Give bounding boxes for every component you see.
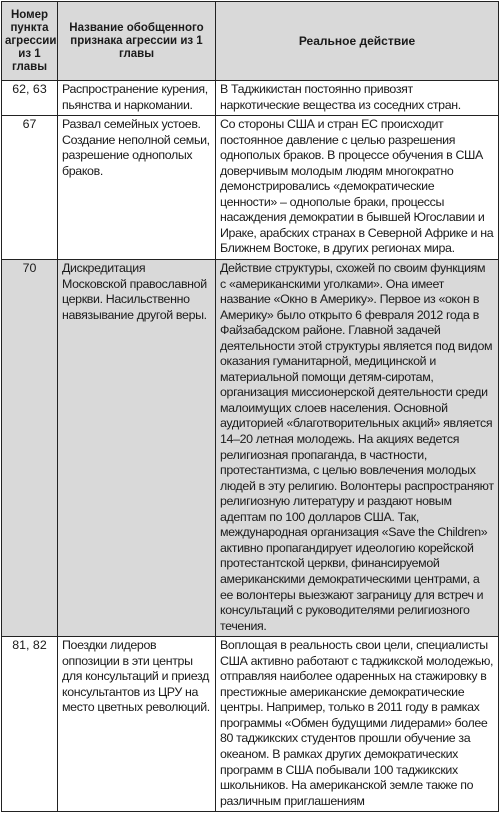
row-number: 62, 63 bbox=[2, 81, 58, 116]
header-item-number: Номер пункта агрессии из 1 главы bbox=[2, 2, 58, 81]
table-header-row bbox=[2, 2, 499, 81]
row-number: 67 bbox=[2, 116, 58, 260]
header-real-action: Реальное действие bbox=[216, 2, 499, 81]
header-feature-name: Название обобщенного признака агрессии из 1 главы bbox=[58, 2, 216, 81]
row-action: Действие структуры, схожей по своим функциям с «американскими уголками». Она имеет название «Окно в Америку». Первое из «окон в Америку» было открыто 6 февраля 2012 года в Файзабадском районе. Главной задачей деятельности этой структуры является под видом оказания гуманитарной, медицинской и материальной помощи детям-сиротам, организация миссионерской деятельности среди малоимущих слоев населения. Основной аудиторией «благотворительных акций» является 14–20 летная молодежь. На акциях ведется религиозная пропаганда, в частности, протестантизма, с целью вовлечения молодых людей в эту религию. Волонтеры распространяют религиозную литературу и раздают новым адептам по 100 долларов США. Так, международная организация «Save the Children» активно пропагандирует идеологию корейской протестантской церкви, финансируемой американскими демократическими центрами, а ее волонтеры выезжают заграницу для встреч и консультаций с руководителями религиозного течения. bbox=[216, 260, 499, 637]
row-action: В Таджикистан постоянно привозят наркотические вещества из соседних стран. bbox=[216, 81, 499, 116]
row-action: Воплощая в реальность свои цели, специалисты США активно работают с таджикской молодежью, отправляя наиболее одаренных на стажировку в престижные американские демократические центры. Например, только в 2011 году в рамках программы «Обмен будущими лидерами» более 80 таджикских студентов прошли обучение за океаном. В рамках других демократических программ в США побывали 100 таджикских школьников. На американской земле также по различным приглашениям bbox=[216, 637, 499, 812]
table-row bbox=[2, 260, 499, 637]
table-row bbox=[2, 116, 499, 260]
row-feature: Поездки лидеров оппозиции в эти центры для консультаций и приезд консультантов из ЦРУ на место цветных революций. bbox=[58, 637, 216, 812]
aggression-table bbox=[1, 1, 499, 812]
row-action: Со стороны США и стран ЕС происходит постоянное давление с целью разрешения однополых браков. В процессе обучения в США доверчивым молодым людям многократно демонстрировались «демократические ценности» – однополые браки, процессы насаждения демократии в бывшей Югославии и Ираке, арабских странах в Северной Африке и на Ближнем Востоке, в других регионах мира. bbox=[216, 116, 499, 260]
row-feature: Развал семейных устоев. Создание неполной семьи, разрешение однополых браков. bbox=[58, 116, 216, 260]
table-row bbox=[2, 637, 499, 812]
row-number: 70 bbox=[2, 260, 58, 637]
row-number: 81, 82 bbox=[2, 637, 58, 812]
row-feature: Дискредитация Московской православной церкви. Насильственно навязывание другой веры. bbox=[58, 260, 216, 637]
row-feature: Распространение курения, пьянства и наркомании. bbox=[58, 81, 216, 116]
table-row bbox=[2, 81, 499, 116]
